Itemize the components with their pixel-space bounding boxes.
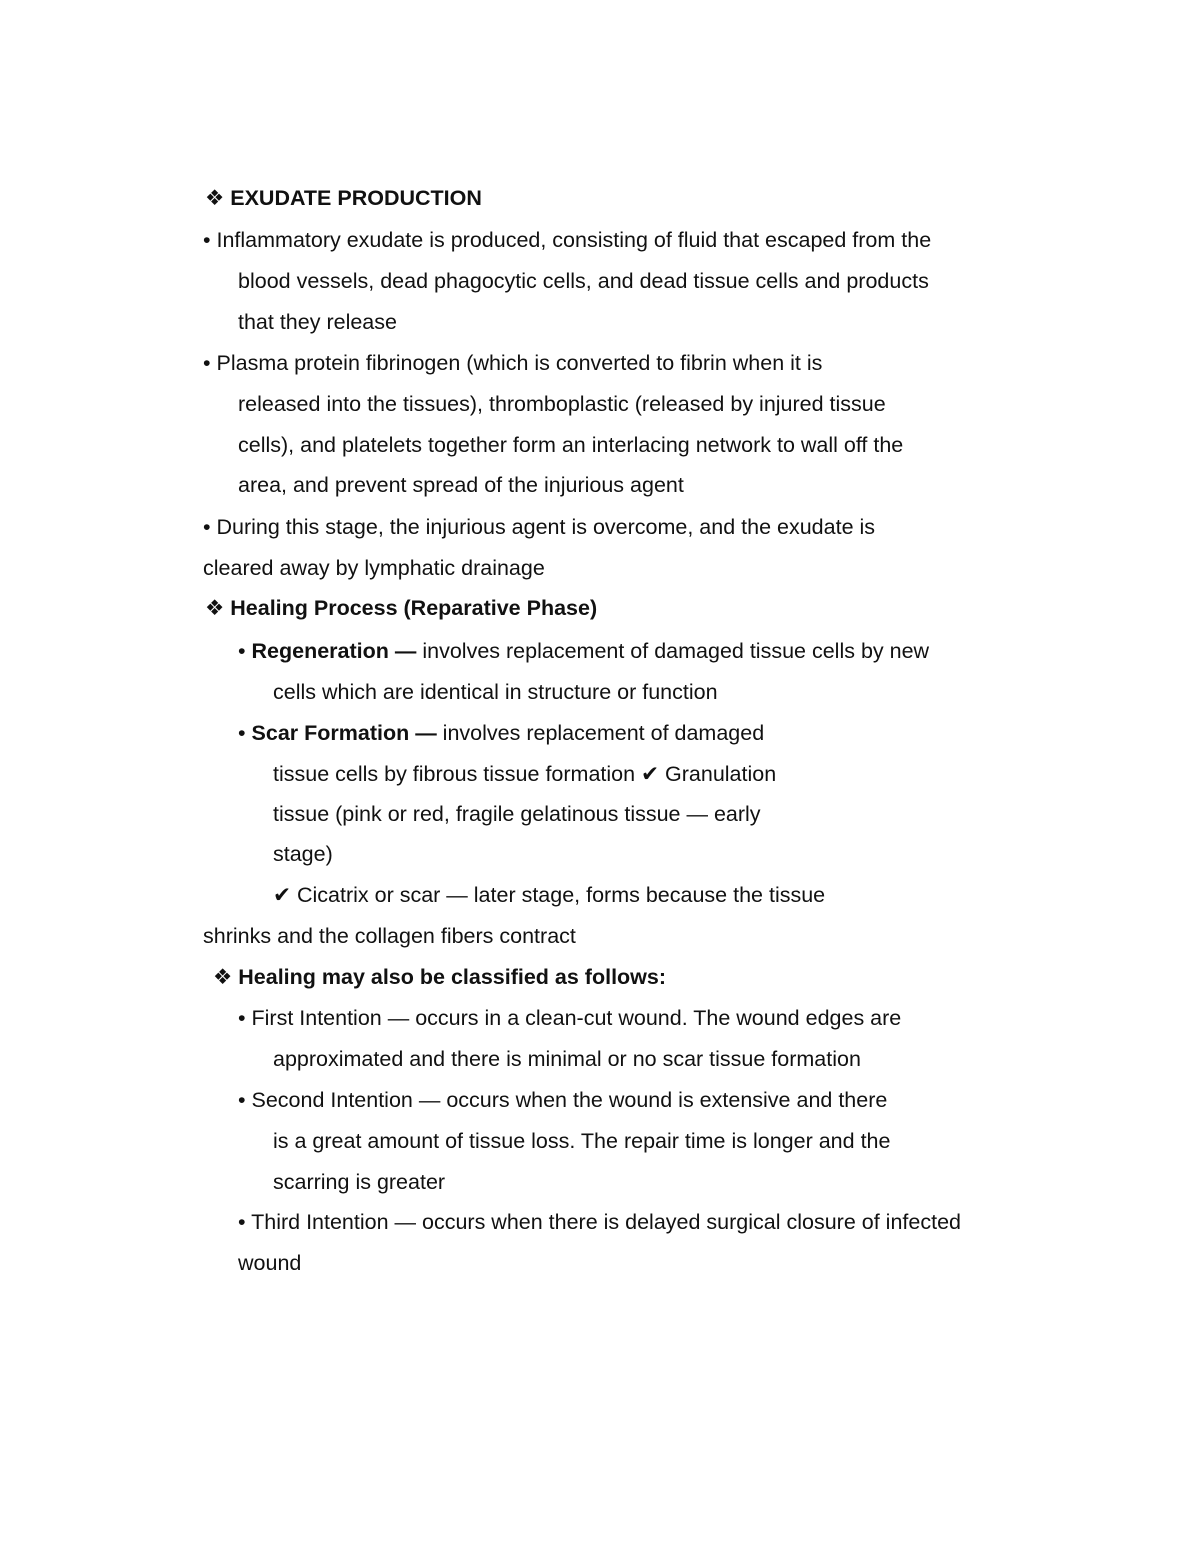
scar-formation-line-3: tissue (pink or red, fragile gelatinous tissue — early [273,802,761,826]
scar-formation-line-5: ✔ Cicatrix or scar — later stage, forms because the tissue [273,883,826,907]
third-intention-line-1: • Third Intention — occurs when there is delayed surgical closure of infected [238,1210,961,1234]
exudate-bullet-3-line-1: • During this stage, the injurious agent is overcome, and the exudate is [203,515,876,539]
exudate-bullet-1-line-1: • Inflammatory exudate is produced, consisting of fluid that escaped from the [203,228,932,252]
second-intention-line-3: scarring is greater [273,1170,446,1194]
scar-formation-line-2: tissue cells by fibrous tissue formation ✔ Granulation [273,762,777,786]
exudate-production-heading: ❖ EXUDATE PRODUCTION [205,186,482,210]
second-intention-line-1: • Second Intention — occurs when the wound is extensive and there [238,1088,888,1112]
regeneration-text: involves replacement of damaged tissue cells by new [416,639,930,663]
scar-formation-line-4: stage) [273,842,333,866]
classification-heading: ❖ Healing may also be classified as follows: [213,965,667,989]
scar-formation-bullet: • [238,721,252,745]
exudate-bullet-2-line-4: area, and prevent spread of the injurious agent [238,473,684,497]
scar-formation-line-6: shrinks and the collagen fibers contract [203,924,576,948]
scar-formation-text: involves replacement of damaged [436,721,765,745]
exudate-bullet-1-line-2: blood vessels, dead phagocytic cells, and dead tissue cells and products [238,269,929,293]
exudate-bullet-3-line-2: cleared away by lymphatic drainage [203,556,545,580]
second-intention-line-2: is a great amount of tissue loss. The repair time is longer and the [273,1129,891,1153]
exudate-bullet-2-line-3: cells), and platelets together form an interlacing network to wall off the [238,433,904,457]
regeneration-term: Regeneration — [251,639,417,663]
first-intention-line-1: • First Intention — occurs in a clean-cut wound. The wound edges are [238,1006,902,1030]
healing-process-heading: ❖ Healing Process (Reparative Phase) [205,596,598,620]
exudate-bullet-2-line-1: • Plasma protein fibrinogen (which is converted to fibrin when it is [203,351,823,375]
regeneration-line-2: cells which are identical in structure or function [273,680,718,704]
third-intention-line-2: wound [238,1251,302,1275]
scar-formation-line-1 [238,719,764,747]
first-intention-line-2: approximated and there is minimal or no scar tissue formation [273,1047,861,1071]
regeneration-bullet: • [238,639,252,663]
exudate-bullet-1-line-3: that they release [238,310,397,334]
scar-formation-term: Scar Formation — [251,721,437,745]
regeneration-line-1 [238,637,929,665]
exudate-bullet-2-line-2: released into the tissues), thromboplastic (released by injured tissue [238,392,886,416]
